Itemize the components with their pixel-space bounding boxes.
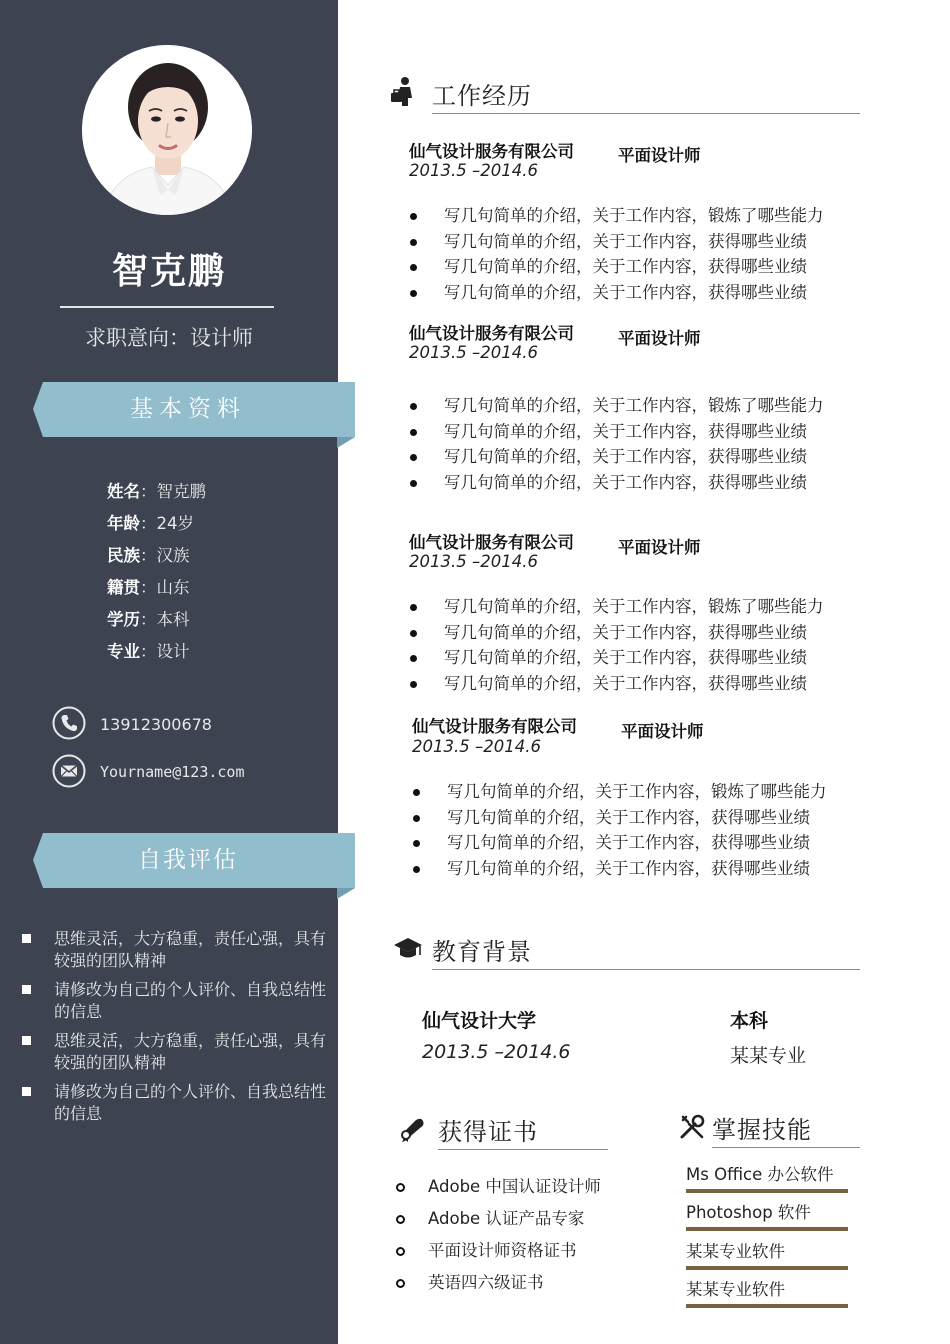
school-name: 仙气设计大学 (422, 1010, 537, 1032)
list-item (410, 645, 824, 671)
ring-bullet (396, 1183, 405, 1192)
duty-text: 写几句简单的介绍，关于工作内容，锻炼了哪些能力 (444, 597, 824, 616)
bullet-dot (410, 480, 417, 487)
list-item (410, 280, 824, 306)
list-item (413, 856, 827, 882)
bullet-dot (413, 789, 420, 796)
info-value: 24岁 (156, 514, 194, 533)
duty-text: 写几句简单的介绍，关于工作内容，获得哪些业绩 (444, 421, 807, 441)
list-item (410, 229, 824, 255)
major: 某某专业 (730, 1045, 807, 1067)
skill-label: Ms Office 办公软件 (686, 1165, 834, 1184)
ring-bullet (396, 1279, 405, 1288)
info-label: 姓名 (107, 482, 140, 501)
certificate-text: 英语四六级证书 (428, 1273, 544, 1292)
job-company: 仙气设计服务有限公司 (409, 324, 574, 343)
duty-text: 写几句简单的介绍，关于工作内容，获得哪些业绩 (444, 673, 807, 693)
email-address[interactable]: Yourname@123.com (100, 763, 245, 781)
job-company: 仙气设计服务有限公司 (409, 533, 574, 552)
bullet-dot (410, 290, 417, 297)
self-eval-title: 自我评估 (138, 847, 238, 873)
bullet-dot (410, 213, 417, 220)
bullet-dot (410, 681, 417, 688)
skill-item (686, 1240, 848, 1270)
bullet-dot (413, 840, 420, 847)
job-duties (410, 594, 824, 696)
info-hometown (107, 574, 190, 598)
certificate-scroll-icon (398, 1114, 426, 1146)
info-name (107, 478, 206, 502)
eval-item (22, 928, 327, 972)
list-item (413, 830, 827, 856)
info-label: 年龄 (107, 514, 140, 533)
info-ethnicity (107, 542, 190, 566)
info-separator: ： (140, 514, 157, 533)
job-period: 2013.5 –2014.6 (412, 737, 541, 756)
bullet-dot (410, 630, 417, 637)
info-value: 山东 (156, 578, 190, 597)
duty-text: 写几句简单的介绍，关于工作内容，获得哪些业绩 (444, 648, 807, 667)
ring-bullet (396, 1247, 405, 1256)
certificate-list (396, 1171, 601, 1299)
list-item (396, 1203, 601, 1235)
square-bullet (22, 934, 31, 943)
email-icon (52, 754, 86, 788)
duty-text: 写几句简单的介绍，关于工作内容，获得哪些业绩 (447, 807, 810, 827)
basic-info-title: 基本资料 (130, 396, 246, 422)
job-period: 2013.5 –2014.6 (409, 343, 538, 362)
work-section-title: 工作经历 (432, 82, 532, 110)
education-period: 2013.5 –2014.6 (422, 1041, 571, 1063)
list-item (410, 671, 824, 697)
job-duties (410, 393, 824, 495)
skill-bar (686, 1304, 848, 1308)
bullet-dot (410, 604, 417, 611)
basic-info-ribbon (33, 382, 355, 437)
tools-icon (679, 1114, 705, 1144)
education-section-title: 教育背景 (432, 938, 532, 966)
list-item (413, 805, 827, 831)
job-role: 平面设计师 (618, 538, 701, 557)
info-separator: ： (140, 482, 157, 501)
certificate-text: Adobe 中国认证设计师 (428, 1177, 601, 1196)
duty-text: 写几句简单的介绍，关于工作内容，锻炼了哪些能力 (444, 206, 824, 225)
job-duties (413, 779, 827, 881)
self-eval-ribbon (33, 833, 355, 888)
graduation-cap-icon (393, 937, 423, 965)
square-bullet (22, 985, 31, 994)
duty-text: 写几句简单的介绍，关于工作内容，获得哪些业绩 (444, 622, 807, 642)
info-education (107, 606, 190, 630)
worker-icon (390, 76, 418, 110)
job-role: 平面设计师 (618, 329, 701, 348)
list-item (396, 1235, 601, 1267)
duty-text: 写几句简单的介绍，关于工作内容，获得哪些业绩 (444, 282, 807, 302)
list-item (413, 779, 827, 805)
skill-label: Photoshop 软件 (686, 1203, 811, 1222)
info-label: 专业 (107, 642, 140, 661)
duty-text: 写几句简单的介绍，关于工作内容，锻炼了哪些能力 (444, 396, 824, 415)
work-section-rule (432, 113, 860, 114)
info-value: 设计 (156, 642, 190, 661)
skill-bar (686, 1227, 848, 1231)
square-bullet (22, 1036, 31, 1045)
info-major (107, 638, 190, 662)
list-item (410, 419, 824, 445)
bullet-dot (410, 454, 417, 461)
portrait-image (82, 45, 252, 215)
skill-item (686, 1201, 848, 1231)
list-item (410, 470, 824, 496)
education-section-rule (432, 969, 860, 970)
eval-item (22, 1030, 327, 1074)
eval-text: 请修改为自己的个人评价、自我总结性的信息 (54, 980, 327, 1021)
info-label: 民族 (107, 546, 140, 565)
list-item (410, 620, 824, 646)
certificates-section-title: 获得证书 (438, 1118, 538, 1146)
square-bullet (22, 1087, 31, 1096)
info-value: 智克鹏 (156, 482, 206, 501)
bullet-dot (410, 655, 417, 662)
job-intent: 求职意向：设计师 (85, 326, 253, 350)
info-separator: ： (140, 610, 157, 629)
ring-bullet (396, 1215, 405, 1224)
list-item (410, 393, 824, 419)
skill-label: 某某专业软件 (686, 1280, 785, 1299)
eval-text: 思维灵活，大方稳重，责任心强，具有较强的团队精神 (54, 1031, 327, 1072)
eval-item (22, 979, 327, 1023)
skill-label: 某某专业软件 (686, 1242, 785, 1261)
skill-bar (686, 1266, 848, 1270)
certificates-section-rule (438, 1149, 608, 1150)
list-item (410, 203, 824, 229)
bullet-dot (413, 866, 420, 873)
skills-section-rule (712, 1147, 860, 1148)
skill-bar (686, 1189, 848, 1193)
info-separator: ： (140, 546, 157, 565)
skill-item (686, 1278, 848, 1308)
info-separator: ： (140, 578, 157, 597)
eval-text: 请修改为自己的个人评价、自我总结性的信息 (54, 1082, 327, 1123)
job-period: 2013.5 –2014.6 (409, 161, 538, 180)
skills-section-title: 掌握技能 (712, 1116, 812, 1144)
phone-number[interactable]: 13912300678 (100, 715, 212, 734)
list-item (410, 594, 824, 620)
job-role: 平面设计师 (618, 146, 701, 165)
list-item (396, 1267, 601, 1299)
bullet-dot (413, 815, 420, 822)
info-label: 学历 (107, 610, 140, 629)
eval-item (22, 1081, 327, 1125)
duty-text: 写几句简单的介绍，关于工作内容，获得哪些业绩 (447, 858, 810, 878)
skill-item (686, 1163, 848, 1193)
avatar (82, 45, 252, 215)
job-company: 仙气设计服务有限公司 (412, 717, 577, 736)
info-separator: ： (140, 642, 157, 661)
job-company: 仙气设计服务有限公司 (409, 142, 574, 161)
certificate-text: 平面设计师资格证书 (428, 1241, 577, 1260)
bullet-dot (410, 403, 417, 410)
candidate-name: 智克鹏 (111, 251, 226, 292)
degree: 本科 (730, 1010, 769, 1032)
bullet-dot (410, 239, 417, 246)
bullet-dot (410, 429, 417, 436)
phone-icon (52, 706, 86, 740)
eval-text: 思维灵活，大方稳重，责任心强，具有较强的团队精神 (54, 929, 327, 970)
bullet-dot (410, 264, 417, 271)
certificate-text: Adobe 认证产品专家 (428, 1209, 585, 1228)
info-age (107, 510, 194, 534)
list-item (410, 444, 824, 470)
list-item (396, 1171, 601, 1203)
duty-text: 写几句简单的介绍，关于工作内容，获得哪些业绩 (447, 833, 810, 852)
duty-text: 写几句简单的介绍，关于工作内容，获得哪些业绩 (444, 257, 807, 276)
sidebar (0, 0, 338, 1344)
duty-text: 写几句简单的介绍，关于工作内容，获得哪些业绩 (444, 447, 807, 466)
duty-text: 写几句简单的介绍，关于工作内容，锻炼了哪些能力 (447, 782, 827, 801)
list-item (410, 254, 824, 280)
duty-text: 写几句简单的介绍，关于工作内容，获得哪些业绩 (444, 231, 807, 251)
info-value: 汉族 (156, 546, 190, 565)
info-label: 籍贯 (107, 578, 140, 597)
job-role: 平面设计师 (621, 722, 704, 741)
name-divider (60, 306, 274, 308)
duty-text: 写几句简单的介绍，关于工作内容，获得哪些业绩 (444, 472, 807, 492)
info-value: 本科 (156, 610, 190, 629)
job-duties (410, 203, 824, 305)
job-period: 2013.5 –2014.6 (409, 552, 538, 571)
